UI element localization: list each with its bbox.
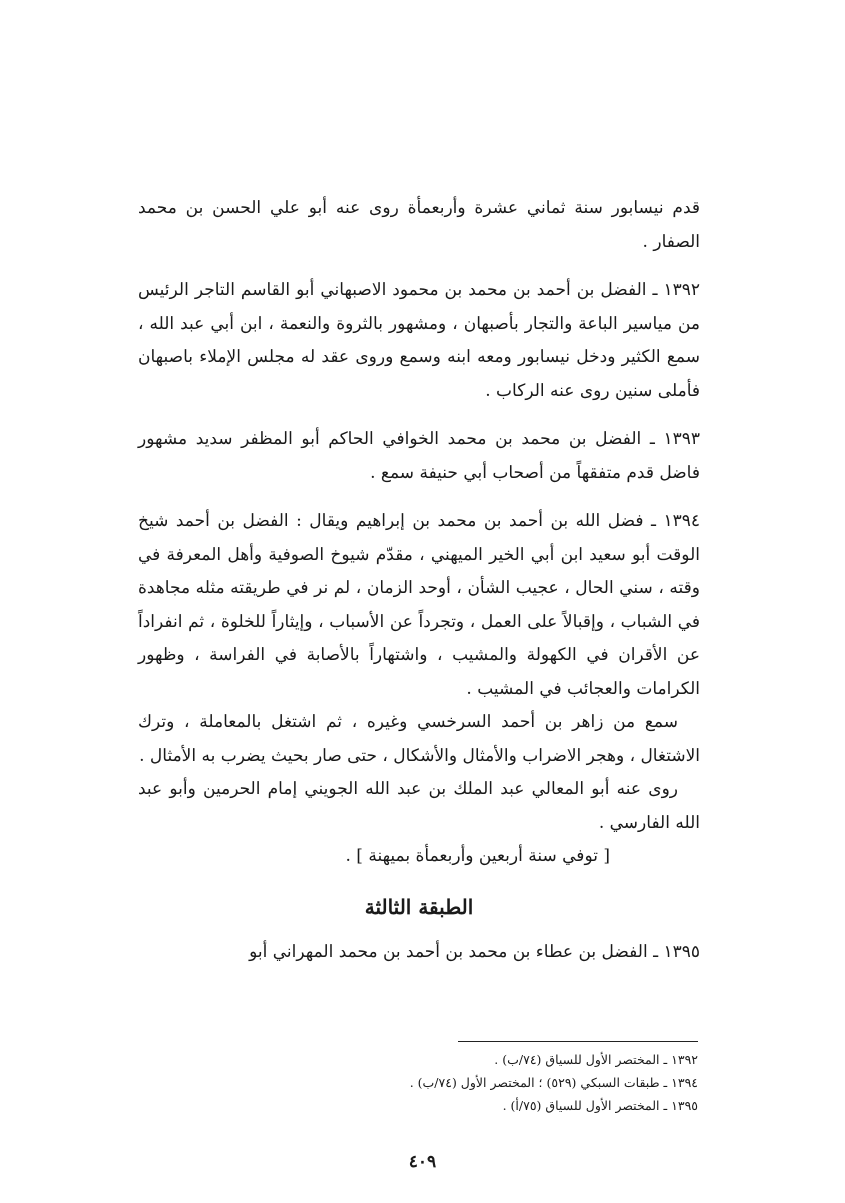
paragraph-rawa: روى عنه أبو المعالي عبد الملك بن عبد الله الجويني إمام الحرمين وأبو عبد الله الفارسي .	[138, 779, 700, 833]
death-note: [ توفي سنة أربعين وأربعمأة بميهنة ] .	[345, 846, 610, 866]
entry-1394: ١٣٩٤ ـ فضل الله بن أحمد بن محمد بن إبراهيم ويقال : الفضل بن أحمد شيخ الوقت أبو سعيد ابن أبي الخير الميهني ، مقدّم شيوخ الصوفية وأهل المعرفة في وقته ، سني الحال ، عجيب الشأن ، أوحد الزمان ، لم نر في طريقته مثله مجاهدة في الشباب ، وإقبالاً على العمل ، وتجرداً عن الأسباب ، وإيثاراً للخلوة ، ثم انفراداً عن الأقران في الكهولة والمشيب ، واشتهاراً بالأصابة في الفراسة ، وظهور الكرامات والعجائب في المشيب .	[138, 511, 700, 699]
paragraph-sama: سمع من زاهر بن أحمد السرخسي وغيره ، ثم اشتغل بالمعاملة ، وترك الاشتغال ، وهجر الاضراب والأمثال والأشكال ، حتى صار بحيث يضرب به الأمثال .	[138, 712, 700, 766]
footnote-1395: ١٣٩٥ ـ المختصر الأول للسياق (٧٥/أ) .	[502, 1098, 698, 1113]
footnote-divider	[458, 1041, 698, 1042]
page-body	[138, 192, 700, 969]
entry-1392: ١٣٩٢ ـ الفضل بن أحمد بن محمد بن محمود الاصبهاني أبو القاسم التاجر الرئيس من مياسير الباعة والتجار بأصبهان ، ومشهور بالثروة والنعمة ، ابن أبي عبد الله ، سمع الكثير ودخل نيسابور ومعه ابنه وسمع وروى عقد له مجلس الإملاء باصبهان فأملى سنين روى عنه الركاب .	[138, 280, 700, 401]
footnotes	[300, 1048, 698, 1117]
footnote-1394: ١٣٩٤ ـ طبقات السبكي (٥٢٩) ؛ المختصر الأول (٧٤/ب) .	[409, 1075, 698, 1090]
entry-1393: ١٣٩٣ ـ الفضل بن محمد بن محمد الخوافي الحاكم أبو المظفر سديد مشهور فاضل قدم متفقهاً من أصحاب أبي حنيفة سمع .	[138, 429, 700, 483]
page-number: ٤٠٩	[408, 1152, 437, 1172]
section-title: الطبقة الثالثة	[364, 894, 474, 919]
entry-1395: ١٣٩٥ ـ الفضل بن عطاء بن محمد بن أحمد بن محمد المهراني أبو	[249, 941, 700, 962]
footnote-1392: ١٣٩٢ ـ المختصر الأول للسياق (٧٤/ب) .	[494, 1052, 698, 1067]
paragraph-continuation: قدم نيسابور سنة ثماني عشرة وأربعمأة روى عنه أبو علي الحسن بن محمد الصفار .	[138, 198, 700, 252]
